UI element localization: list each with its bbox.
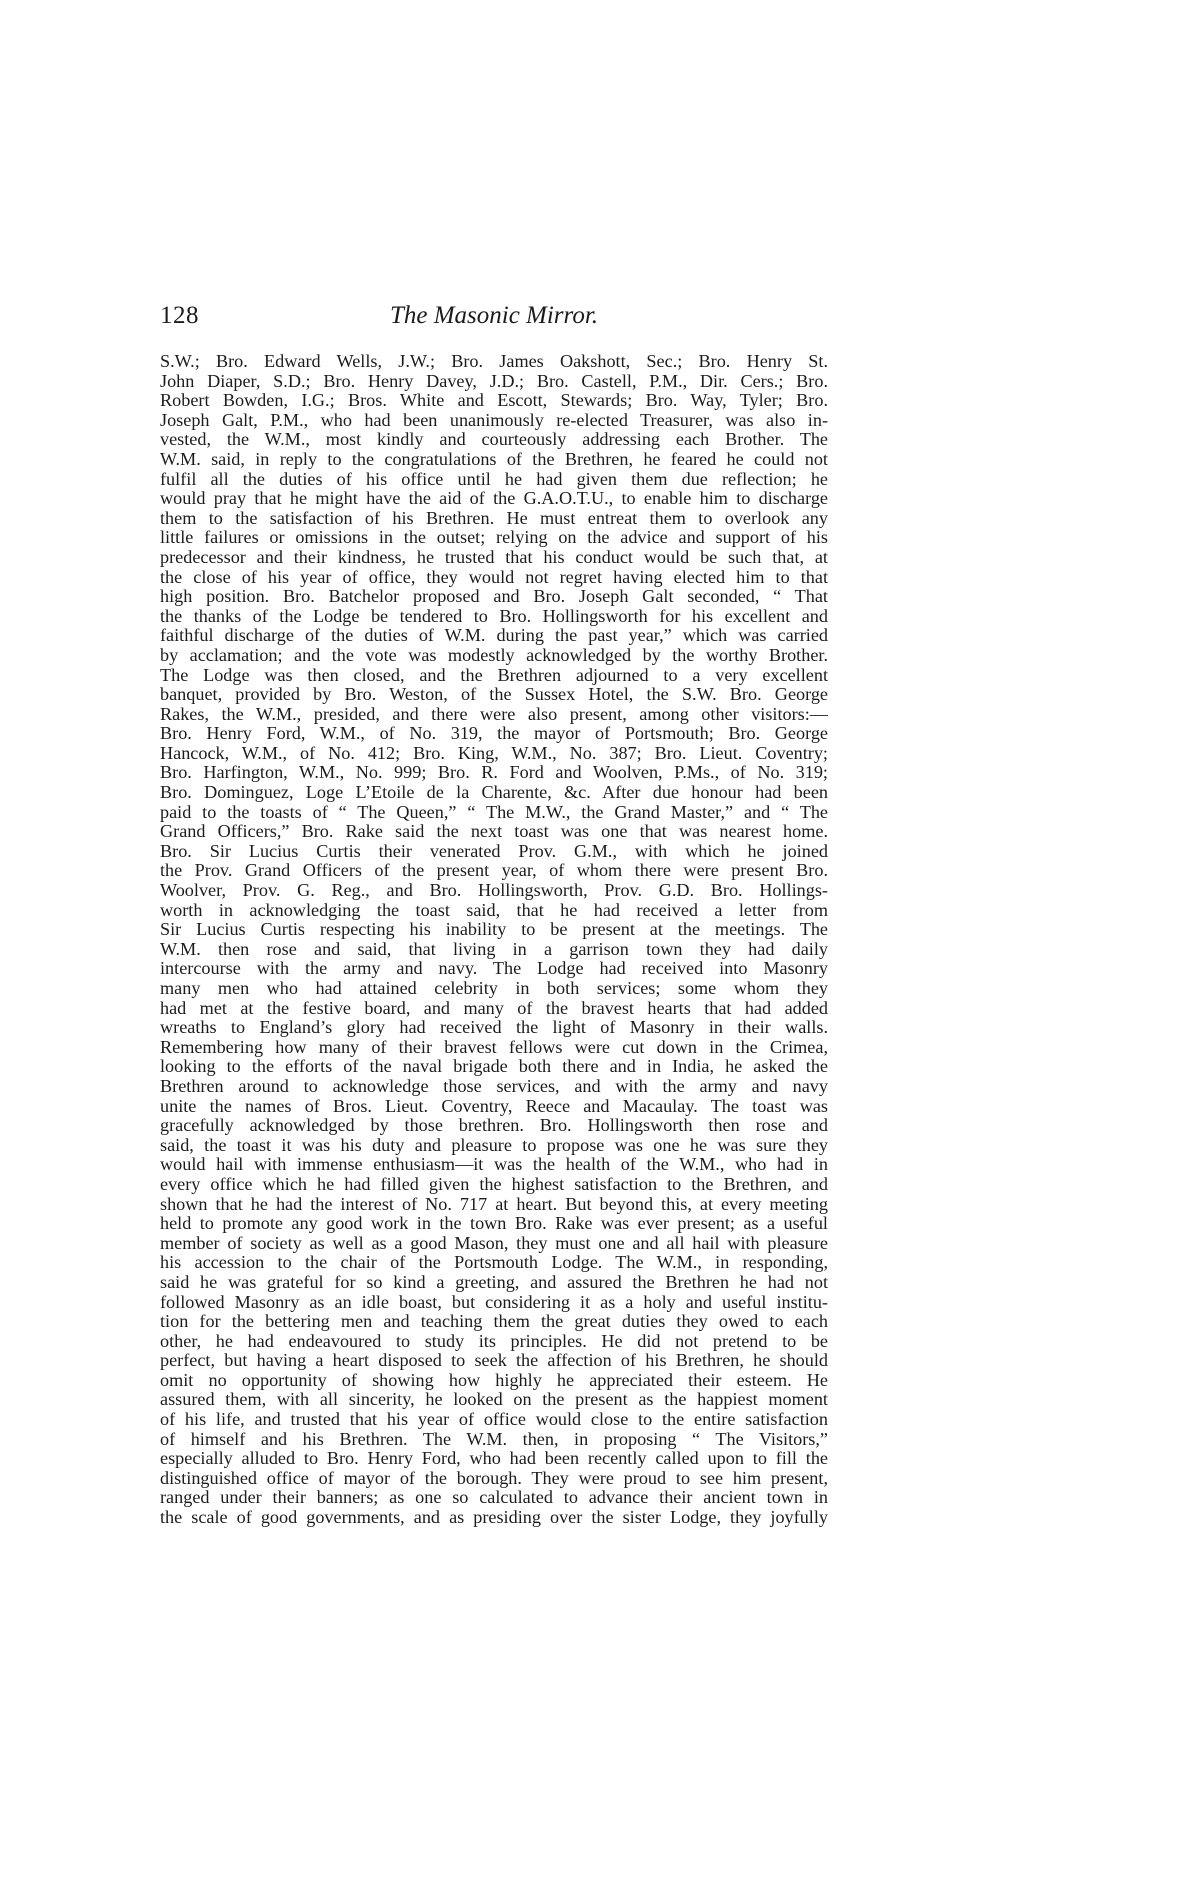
text-line: would pray that he might have the aid of the G.A.O.T.U., to enable him to discharge: [160, 488, 828, 509]
text-line: Bro. Henry Ford, W.M., of No. 319, the mayor of Portsmouth; Bro. George: [160, 723, 828, 744]
text-line: tion for the bettering men and teaching them the great duties they owed to each: [160, 1311, 828, 1332]
text-line: W.M. then rose and said, that living in a garrison town they had daily: [160, 938, 828, 959]
text-line: said he was grateful for so kind a greeting, and assured the Brethren he had not: [160, 1271, 828, 1292]
text-line: little failures or omissions in the outset; relying on the advice and support of his: [160, 527, 828, 548]
text-line: intercourse with the army and navy. The Lodge had received into Masonry: [160, 958, 828, 979]
text-line: had met at the festive board, and many of the bravest hearts that had added: [160, 997, 828, 1018]
text-line: Hancock, W.M., of No. 412; Bro. King, W.M., No. 387; Bro. Lieut. Coventry;: [160, 742, 828, 763]
text-line: looking to the efforts of the naval brigade both there and in India, he asked the: [160, 1056, 828, 1077]
text-line: Grand Officers,” Bro. Rake said the next toast was one that was nearest home.: [160, 821, 828, 842]
text-line: S.W.; Bro. Edward Wells, J.W.; Bro. James Oakshott, Sec.; Bro. Henry St.: [160, 351, 828, 371]
text-line: worth in acknowledging the toast said, that he had received a letter from: [160, 899, 828, 920]
text-line: distinguished office of mayor of the borough. They were proud to see him present,: [160, 1467, 828, 1488]
text-line: would hail with immense enthusiasm—it was the health of the W.M., who had in: [160, 1154, 828, 1175]
text-line: many men who had attained celebrity in both services; some whom they: [160, 978, 828, 998]
text-line: shown that he had the interest of No. 717 at heart. But beyond this, at every meeting: [160, 1193, 828, 1214]
text-line: said, the toast it was his duty and pleasure to propose was one he was sure they: [160, 1134, 828, 1155]
text-line: Joseph Galt, P.M., who had been unanimously re-elected Treasurer, was also in-: [160, 409, 828, 430]
page-number: 128: [160, 302, 199, 329]
text-line: Bro. Harfington, W.M., No. 999; Bro. R. Ford and Woolven, P.Ms., of No. 319;: [160, 762, 828, 783]
text-line: Brethren around to acknowledge those services, and with the army and navy: [160, 1075, 828, 1096]
text-line: predecessor and their kindness, he trusted that his conduct would be such that, at: [160, 546, 828, 567]
text-line: Woolver, Prov. G. Reg., and Bro. Hollingsworth, Prov. G.D. Bro. Hollings-: [160, 880, 828, 901]
text-line: John Diaper, S.D.; Bro. Henry Davey, J.D.; Bro. Castell, P.M., Dir. Cers.; Bro.: [160, 370, 828, 391]
text-line: held to promote any good work in the town Bro. Rake was ever present; as a useful: [160, 1213, 828, 1234]
text-line: followed Masonry as an idle boast, but considering it as a holy and useful institu-: [160, 1291, 828, 1312]
text-line: his accession to the chair of the Portsmouth Lodge. The W.M., in responding,: [160, 1252, 828, 1273]
page-header: [160, 302, 828, 336]
text-line: perfect, but having a heart disposed to seek the affection of his Brethren, he should: [160, 1350, 828, 1371]
text-line: wreaths to England’s glory had received the light of Masonry in their walls.: [160, 1017, 828, 1038]
text-line: vested, the W.M., most kindly and courteously addressing each Brother. The: [160, 429, 828, 450]
running-title: The Masonic Mirror.: [389, 302, 599, 329]
text-line: the thanks of the Lodge be tendered to Bro. Hollingsworth for his excellent and: [160, 605, 828, 626]
text-line: Bro. Sir Lucius Curtis their venerated Prov. G.M., with which he joined: [160, 840, 828, 861]
text-line: W.M. said, in reply to the congratulations of the Brethren, he feared he could not: [160, 448, 828, 469]
text-line: of his life, and trusted that his year of office would close to the entire satisfaction: [160, 1409, 828, 1430]
text-line: the close of his year of office, they would not regret having elected him to that: [160, 566, 828, 587]
text-line: high position. Bro. Batchelor proposed and Bro. Joseph Galt seconded, “ That: [160, 586, 828, 607]
text-line: Sir Lucius Curtis respecting his inability to be present at the meetings. The: [160, 919, 828, 940]
text-line: member of society as well as a good Mason, they must one and all hail with pleasure: [160, 1232, 828, 1253]
text-line: assured them, with all sincerity, he looked on the present as the happiest moment: [160, 1389, 828, 1410]
text-line: omit no opportunity of showing how highly he appreciated their esteem. He: [160, 1369, 828, 1390]
text-line: banquet, provided by Bro. Weston, of the Sussex Hotel, the S.W. Bro. George: [160, 684, 828, 705]
text-line: ranged under their banners; as one so calculated to advance their ancient town in: [160, 1487, 828, 1508]
text-line: paid to the toasts of “ The Queen,” “ The M.W., the Grand Master,” and “ The: [160, 801, 828, 822]
text-line: other, he had endeavoured to study its principles. He did not pretend to be: [160, 1330, 828, 1351]
text-line: fulfil all the duties of his office until he had given them due reflection; he: [160, 468, 828, 489]
text-line: The Lodge was then closed, and the Brethren adjourned to a very excellent: [160, 664, 828, 685]
text-line: them to the satisfaction of his Brethren. He must entreat them to overlook any: [160, 507, 828, 528]
text-line: Remembering how many of their bravest fellows were cut down in the Crimea,: [160, 1036, 828, 1057]
text-line: faithful discharge of the duties of W.M. during the past year,” which was carried: [160, 625, 828, 646]
text-line: every office which he had filled given the highest satisfaction to the Brethren, and: [160, 1173, 828, 1194]
text-line: Rakes, the W.M., presided, and there were also present, among other visitors:—: [160, 703, 828, 724]
text-line: the scale of good governments, and as presiding over the sister Lodge, they joyfully: [160, 1507, 828, 1528]
text-line: especially alluded to Bro. Henry Ford, who had been recently called upon to fill the: [160, 1448, 828, 1469]
text-line: unite the names of Bros. Lieut. Coventry, Reece and Macaulay. The toast was: [160, 1095, 828, 1116]
text-line: gracefully acknowledged by those brethren. Bro. Hollingsworth then rose and: [160, 1115, 828, 1136]
text-line: Robert Bowden, I.G.; Bros. White and Escott, Stewards; Bro. Way, Tyler; Bro.: [160, 390, 828, 411]
text-line: the Prov. Grand Officers of the present year, of whom there were present Bro.: [160, 860, 828, 881]
text-line: of himself and his Brethren. The W.M. then, in proposing “ The Visitors,”: [160, 1428, 828, 1449]
body-text: [160, 352, 828, 1528]
text-line: by acclamation; and the vote was modestly acknowledged by the worthy Brother.: [160, 644, 828, 665]
text-line: Bro. Dominguez, Loge L’Etoile de la Charente, &c. After due honour had been: [160, 782, 828, 803]
